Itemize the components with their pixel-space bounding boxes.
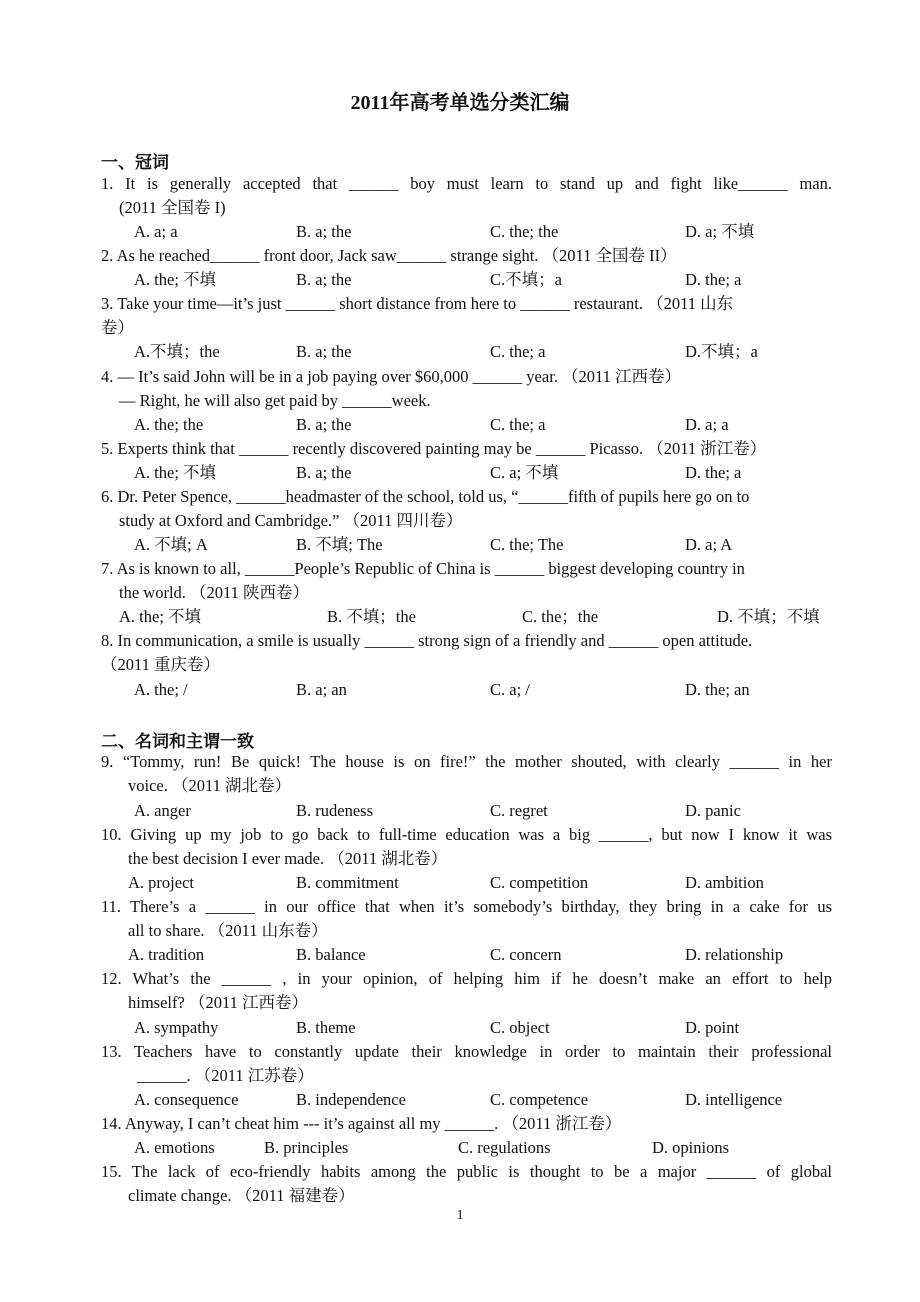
page-title: 2011年高考单选分类汇编: [350, 92, 570, 114]
question-8-source: （2011 重庆卷）: [101, 655, 221, 674]
option-c: C. the; The: [490, 535, 564, 554]
question-6-text: 6. Dr. Peter Spence, ______headmaster of the school, told us, “______fifth of pupils here go on to: [101, 487, 750, 506]
option-b: B. a; the: [296, 222, 352, 241]
option-a: A.不填；the: [134, 342, 220, 361]
question-7-text: 7. As is known to all, ______People’s Republic of China is ______ biggest developing country in: [101, 559, 745, 578]
option-c: C. the; a: [490, 342, 546, 361]
question-1-text: 1. It is generally accepted that ______ boy must learn to stand up and fight like______ man.: [101, 174, 832, 193]
question-9-text: 9. “Tommy, run! Be quick! The house is on fire!” the mother shouted, with clearly ______ in her: [101, 752, 832, 771]
question-9-continuation: voice. （2011 湖北卷）: [128, 776, 291, 795]
option-d: D. relationship: [685, 945, 784, 964]
option-a: A. 不填; A: [134, 535, 208, 554]
option-b: B. balance: [296, 945, 366, 964]
option-c: C.不填；a: [490, 270, 562, 289]
option-d: D. a; 不填: [685, 222, 755, 241]
option-a: A. the; 不填: [134, 270, 217, 289]
option-a: A. a; a: [134, 222, 178, 241]
option-b: B. 不填；the: [327, 607, 416, 626]
option-c: C. concern: [490, 945, 562, 964]
section-heading-nouns: 二、名词和主谓一致: [101, 732, 254, 751]
question-14-text: 14. Anyway, I can’t cheat him --- it’s against all my ______. （2011 浙江卷）: [101, 1114, 622, 1133]
option-c: C. competence: [490, 1090, 589, 1109]
option-d: D. panic: [685, 801, 741, 820]
question-3-text: 3. Take your time—it’s just ______ short distance from here to ______ restaurant. （2011 山东: [101, 294, 734, 313]
option-b: B. 不填; The: [296, 535, 383, 554]
question-12-text: 12. What’s the ______ , in your opinion, of helping him if he doesn’t make an effort to help: [101, 969, 832, 988]
option-c: C. a; /: [490, 680, 530, 699]
option-b: B. a; the: [296, 270, 352, 289]
option-d: D. 不填；不填: [717, 607, 820, 626]
option-d: D. intelligence: [685, 1090, 783, 1109]
option-a: A. sympathy: [134, 1018, 219, 1037]
question-2-text: 2. As he reached______ front door, Jack saw______ strange sight. （2011 全国卷 II）: [101, 246, 677, 265]
question-4-reply: — Right, he will also get paid by ______week.: [119, 391, 431, 410]
option-b: B. rudeness: [296, 801, 373, 820]
option-c: C. a; 不填: [490, 463, 559, 482]
option-c: C. competition: [490, 873, 589, 892]
question-7-continuation: the world. （2011 陕西卷）: [119, 583, 310, 602]
option-c: C. object: [490, 1018, 550, 1037]
question-15-text: 15. The lack of eco-friendly habits among the public is thought to be a major ______ of global: [101, 1162, 832, 1181]
option-b: B. a; an: [296, 680, 347, 699]
option-d: D.不填；a: [685, 342, 758, 361]
option-a: A. the; 不填: [119, 607, 202, 626]
option-b: B. independence: [296, 1090, 406, 1109]
option-b: B. theme: [296, 1018, 356, 1037]
question-13-text: 13. Teachers have to constantly update their knowledge in order to maintain their professional: [101, 1042, 832, 1061]
option-b: B. a; the: [296, 463, 352, 482]
option-c: C. regulations: [458, 1138, 551, 1157]
option-d: D. ambition: [685, 873, 764, 892]
question-12-continuation: himself? （2011 江西卷）: [128, 993, 308, 1012]
question-6-continuation: study at Oxford and Cambridge.” （2011 四川卷）: [119, 511, 463, 530]
question-3-source: 卷）: [101, 318, 134, 337]
question-11-text: 11. There’s a ______ in our office that when it’s somebody’s birthday, they bring in a cake for us: [101, 897, 832, 916]
question-10-continuation: the best decision I ever made. （2011 湖北卷）: [128, 849, 448, 868]
question-13-continuation: ______. （2011 江苏卷）: [137, 1066, 314, 1085]
option-d: D. the; a: [685, 463, 742, 482]
question-1-source: (2011 全国卷 I): [119, 198, 226, 217]
question-4-text: 4. — It’s said John will be in a job paying over $60,000 ______ year. （2011 江西卷）: [101, 367, 682, 386]
option-b: B. principles: [264, 1138, 349, 1157]
option-c: C. the; a: [490, 415, 546, 434]
option-a: A. anger: [134, 801, 191, 820]
option-d: D. a; a: [685, 415, 729, 434]
option-d: D. a; A: [685, 535, 733, 554]
option-a: A. emotions: [134, 1138, 215, 1157]
option-c: C. the；the: [522, 607, 599, 626]
question-5-text: 5. Experts think that ______ recently discovered painting may be ______ Picasso. （2011 浙江卷）: [101, 439, 767, 458]
option-d: D. opinions: [652, 1138, 730, 1157]
section-heading-articles: 一、冠词: [101, 153, 169, 172]
question-8-text: 8. In communication, a smile is usually ______ strong sign of a friendly and ______ open attitude.: [101, 631, 753, 650]
option-c: C. the; the: [490, 222, 559, 241]
option-b: B. a; the: [296, 342, 352, 361]
question-15-continuation: climate change. （2011 福建卷）: [128, 1186, 355, 1205]
option-c: C. regret: [490, 801, 548, 820]
option-a: A. the; the: [134, 415, 204, 434]
page-number: 1: [456, 1208, 464, 1223]
option-a: A. consequence: [134, 1090, 239, 1109]
question-11-continuation: all to share. （2011 山东卷）: [128, 921, 328, 940]
question-10-text: 10. Giving up my job to go back to full-time education was a big ______, but now I know it was: [101, 825, 832, 844]
option-d: D. the; a: [685, 270, 742, 289]
option-d: D. the; an: [685, 680, 750, 699]
option-b: B. commitment: [296, 873, 399, 892]
option-d: D. point: [685, 1018, 740, 1037]
option-a: A. the; /: [134, 680, 188, 699]
option-b: B. a; the: [296, 415, 352, 434]
option-a: A. the; 不填: [134, 463, 217, 482]
option-a: A. tradition: [128, 945, 205, 964]
option-a: A. project: [128, 873, 194, 892]
